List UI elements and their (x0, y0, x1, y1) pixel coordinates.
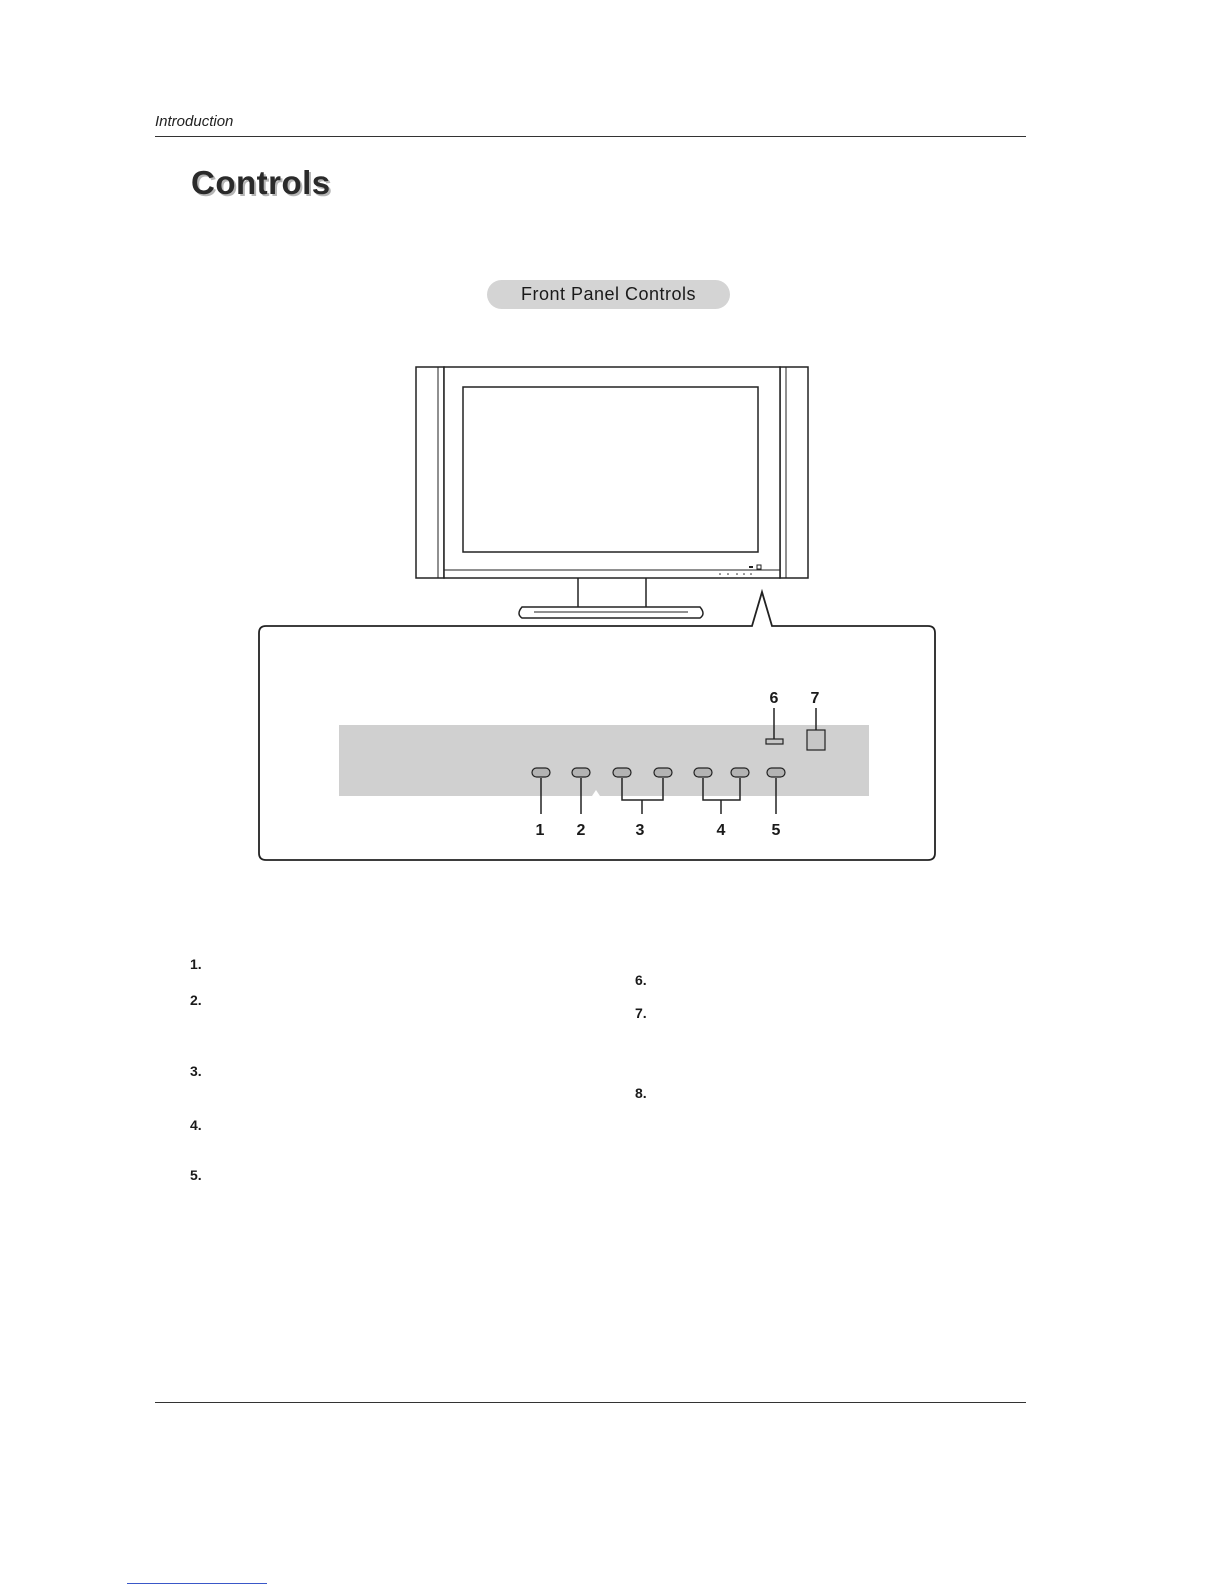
control-panel-strip (339, 725, 869, 796)
callout-7: 7 (810, 690, 820, 707)
tv-screen (463, 387, 758, 552)
panel-button-4a (694, 768, 712, 777)
power-indicator (766, 739, 783, 744)
panel-button-3a (613, 768, 631, 777)
desc-item-4: 4. (190, 1117, 202, 1133)
tv-illustration (416, 367, 808, 618)
remote-sensor (807, 730, 825, 750)
panel-button-2 (572, 768, 590, 777)
panel-button-1 (532, 768, 550, 777)
panel-button-4b (731, 768, 749, 777)
footer-link-underline[interactable] (127, 1583, 267, 1584)
footer-rule (155, 1402, 1026, 1403)
desc-item-2: 2. (190, 992, 202, 1008)
panel-button-5 (767, 768, 785, 777)
desc-item-5: 5. (190, 1167, 202, 1183)
callout-5: 5 (771, 822, 781, 839)
right-speaker (780, 367, 808, 578)
section-label: Introduction (155, 113, 234, 130)
left-speaker (416, 367, 444, 578)
figure-caption: Front Panel Controls (520, 284, 697, 304)
page-title: Controls (191, 164, 331, 201)
desc-item-3: 3. (190, 1063, 202, 1079)
callout-6: 6 (769, 690, 779, 707)
desc-item-1: 1. (190, 956, 202, 972)
desc-item-6: 6. (635, 972, 647, 988)
callout-2: 2 (576, 822, 586, 839)
panel-button-3b (654, 768, 672, 777)
callout-1: 1 (535, 822, 545, 839)
desc-item-8: 8. (635, 1085, 647, 1101)
desc-item-7: 7. (635, 1005, 647, 1021)
callout-4: 4 (716, 822, 726, 839)
callout-3: 3 (635, 822, 645, 839)
